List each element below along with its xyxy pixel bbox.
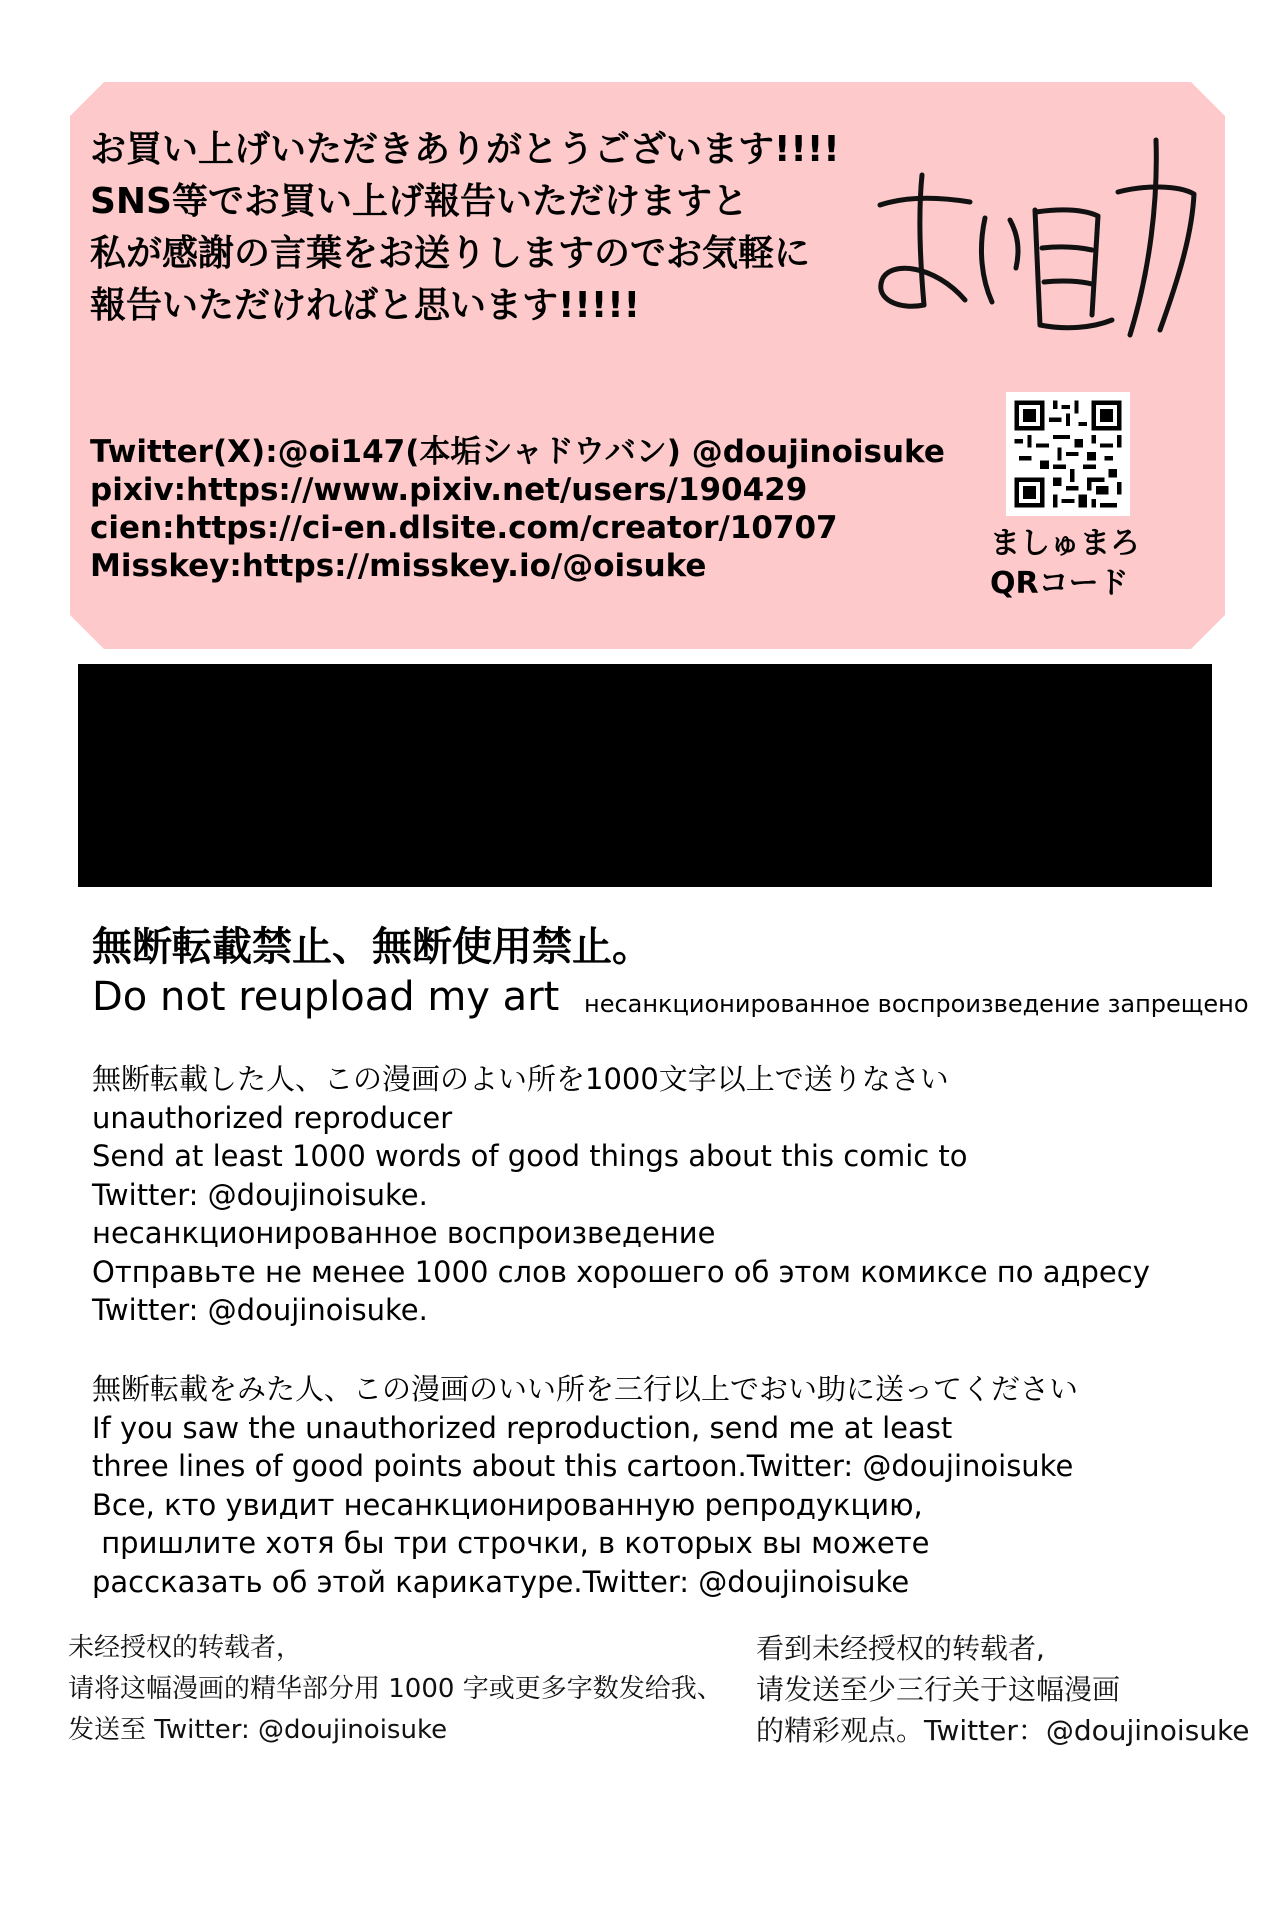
message-line: 发送至 Twitter: @doujinoisuke xyxy=(68,1715,448,1745)
link-twitter[interactable]: Twitter(X):@oi147(本垢シャドウバン) @doujinoisuke xyxy=(90,434,945,470)
message-line: Все, кто увидит несанкционированную репродукцию, xyxy=(92,1487,923,1522)
message-line: Twitter: @doujinoisuke. xyxy=(92,1293,428,1327)
thanks-line: お買い上げいただきありがとうございます!!!! xyxy=(90,129,840,170)
thanks-line: SNS等でお買い上げ報告いただけますと xyxy=(90,181,748,222)
message-line: Twitter: @doujinoisuke. xyxy=(92,1177,428,1212)
message-line: 请发送至少三行关于这幅漫画 xyxy=(756,1673,1121,1706)
message-line: Send at least 1000 words of good things about this comic to xyxy=(92,1139,968,1173)
handwritten-signature xyxy=(860,130,1220,350)
qr-caption-line: QRコード xyxy=(990,566,1129,601)
viewer-message xyxy=(92,1370,1078,1601)
message-line: 请将这幅漫画的精华部分用 1000 字或更多字数发给我、 xyxy=(68,1674,723,1704)
qr-caption xyxy=(990,524,1170,604)
censor-bar xyxy=(78,664,1212,887)
chinese-message-right xyxy=(756,1628,1250,1751)
link-pixiv[interactable]: pixiv:https://www.pixiv.net/users/190429 xyxy=(90,472,808,508)
message-line: рассказать об этой карикатуре.Twitter: @doujinoisuke xyxy=(92,1564,910,1599)
chinese-message-left xyxy=(68,1628,723,1751)
links-list xyxy=(90,433,950,585)
message-line: несанкционированное воспроизведение xyxy=(92,1216,716,1250)
notice-title-jp: 無断転載禁止、無断使用禁止。 xyxy=(92,924,652,970)
notice-title-en: Do not reupload my art xyxy=(92,974,560,1020)
link-cien[interactable]: cien:https://ci-en.dlsite.com/creator/10707 xyxy=(90,510,838,546)
notice-title-ru: несанкционированное воспроизведение запрещено xyxy=(584,990,1249,1018)
link-misskey[interactable]: Misskey:https://misskey.io/@oisuke xyxy=(90,548,707,584)
message-line: пришлите хотя бы три строчки, в которых вы можете xyxy=(92,1526,930,1560)
message-line: 未经授权的转载者， xyxy=(68,1633,303,1663)
qr-caption-line: ましゅまろ xyxy=(990,526,1140,561)
message-line: 看到未经授权的转载者, xyxy=(756,1632,1045,1665)
message-line: unauthorized reproducer xyxy=(92,1100,453,1135)
reproducer-message xyxy=(92,1060,1150,1330)
thanks-line: 報告いただければと思います!!!!! xyxy=(90,285,641,326)
thanks-message xyxy=(90,124,880,332)
qr-code-icon[interactable] xyxy=(1006,392,1130,516)
thanks-line: 私が感謝の言葉をお送りしますのでお気軽に xyxy=(90,233,811,274)
message-line: 無断転載をみた人、この漫画のいい所を三行以上でおい助に送ってください xyxy=(92,1372,1079,1406)
message-line: 無断転載した人、この漫画のよい所を1000文字以上で送りなさい xyxy=(92,1062,949,1096)
message-line: Отправьте не менее 1000 слов хорошего об этом комиксе по адресу xyxy=(92,1254,1150,1289)
message-line: If you saw the unauthorized reproduction, send me at least xyxy=(92,1410,953,1445)
message-line: three lines of good points about this cartoon.Twitter: @doujinoisuke xyxy=(92,1449,1074,1483)
message-line: 的精彩观点。Twitter：@doujinoisuke xyxy=(756,1714,1250,1747)
